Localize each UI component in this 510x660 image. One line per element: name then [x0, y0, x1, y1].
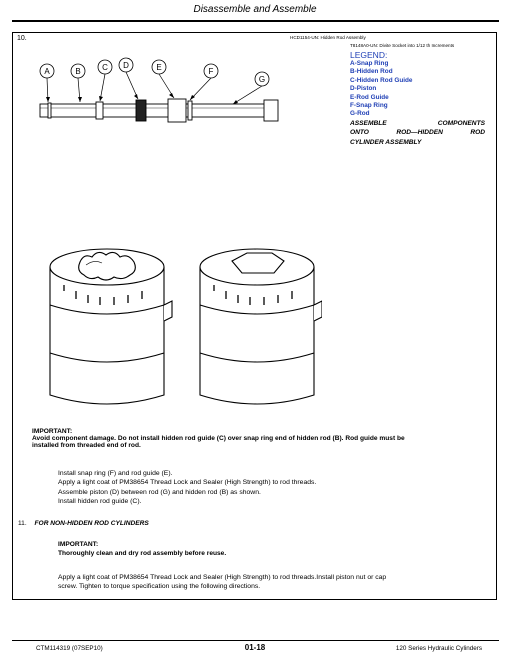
- callout-f: F: [208, 67, 214, 76]
- important-notice-1: [32, 428, 487, 449]
- legend-item: E-Rod Guide: [350, 93, 389, 101]
- callout-g: G: [258, 75, 266, 84]
- piston-part: [136, 100, 146, 121]
- assemble-caption-line: ONTO ROD—HIDDEN ROD: [350, 129, 485, 137]
- figure-2-code: T8148A0-UN: Divite Socket into 1/12 th Increments: [350, 43, 455, 48]
- hidden-rod-assembly-figure: [28, 52, 288, 132]
- legend-item: C-Hidden Rod Guide: [350, 76, 413, 84]
- right-socket-body: [200, 267, 314, 404]
- callout-d: D: [123, 61, 129, 70]
- legend-item: A-Snap Ring: [350, 60, 389, 67]
- step-10-instructions: [58, 469, 316, 506]
- page-header-title: Disassemble and Assemble: [193, 4, 317, 15]
- callout-e: E: [156, 63, 162, 72]
- legend-item: G-Rod: [350, 110, 370, 118]
- instruction-line: Install snap ring (F) and rod guide (E).: [58, 470, 173, 477]
- callout-a: A: [44, 67, 50, 76]
- footer-rule: [12, 640, 499, 641]
- rod-end: [264, 100, 278, 121]
- legend-item: F-Snap Ring: [350, 102, 388, 110]
- snap-ring-part: [188, 101, 192, 120]
- callout-b: B: [75, 67, 81, 76]
- instruction-line: Apply a light coat of PM38654 Thread Lock and Sealer (High Strength) to rod threads.Install piston nut or cap: [58, 574, 387, 581]
- snap-ring-a-part: [48, 103, 51, 118]
- footer-page-number: 01-18: [244, 643, 266, 652]
- instruction-line: Install hidden rod guide (C).: [58, 497, 142, 505]
- step-11-heading: [18, 520, 149, 527]
- important-notice-2: [58, 540, 226, 558]
- step-11-number: 11.: [18, 520, 27, 527]
- assemble-caption-line: CYLINDER ASSEMBLY: [350, 139, 422, 147]
- important-heading: IMPORTANT:: [58, 541, 99, 548]
- footer-manual-title: 120 Series Hydraulic Cylinders: [395, 645, 482, 652]
- important-text-line: installed from threaded end of rod.: [32, 442, 141, 449]
- figure-caption-block: [290, 35, 485, 148]
- instruction-line: Apply a light coat of PM38654 Thread Lock and Sealer (High Strength) to rod threads.: [58, 479, 317, 487]
- legend-title: LEGEND:: [350, 50, 388, 60]
- important-text-line: Thoroughly clean and dry rod assembly before reuse.: [58, 550, 227, 557]
- important-text-line: Avoid component damage. Do not install hidden rod guide (C) over snap ring end of hidden rod (B). Rod guide must be: [32, 435, 405, 442]
- header-rule: [12, 20, 499, 22]
- important-heading: IMPORTANT:: [32, 428, 73, 435]
- instruction-line: screw. Tighten to torque specification using the following directions.: [58, 583, 261, 591]
- hidden-rod-guide-part: [96, 102, 103, 119]
- assemble-caption-line: ASSEMBLE COMPONENTS: [350, 119, 485, 127]
- left-socket-body: [50, 267, 164, 404]
- instruction-line: Assemble piston (D) between rod (G) and hidden rod (B) as shown.: [58, 488, 261, 496]
- step-11-instructions: [58, 573, 478, 592]
- footer-doc-id: CTM114319 (07SEP10): [36, 645, 103, 652]
- figure-1-code: HCD1154-UN: Hidden Rod Assembly: [290, 35, 366, 40]
- rod-body: [40, 104, 266, 117]
- step-10-number: 10.: [17, 35, 27, 42]
- rod-guide-part: [168, 99, 186, 122]
- socket-illustration-figure: [42, 245, 322, 410]
- callout-c: C: [102, 63, 108, 72]
- legend-item: B-Hidden Rod: [350, 68, 393, 76]
- legend-item: D-Piston: [350, 85, 377, 93]
- step-11-label: FOR NON-HIDDEN ROD CYLINDERS: [34, 520, 149, 527]
